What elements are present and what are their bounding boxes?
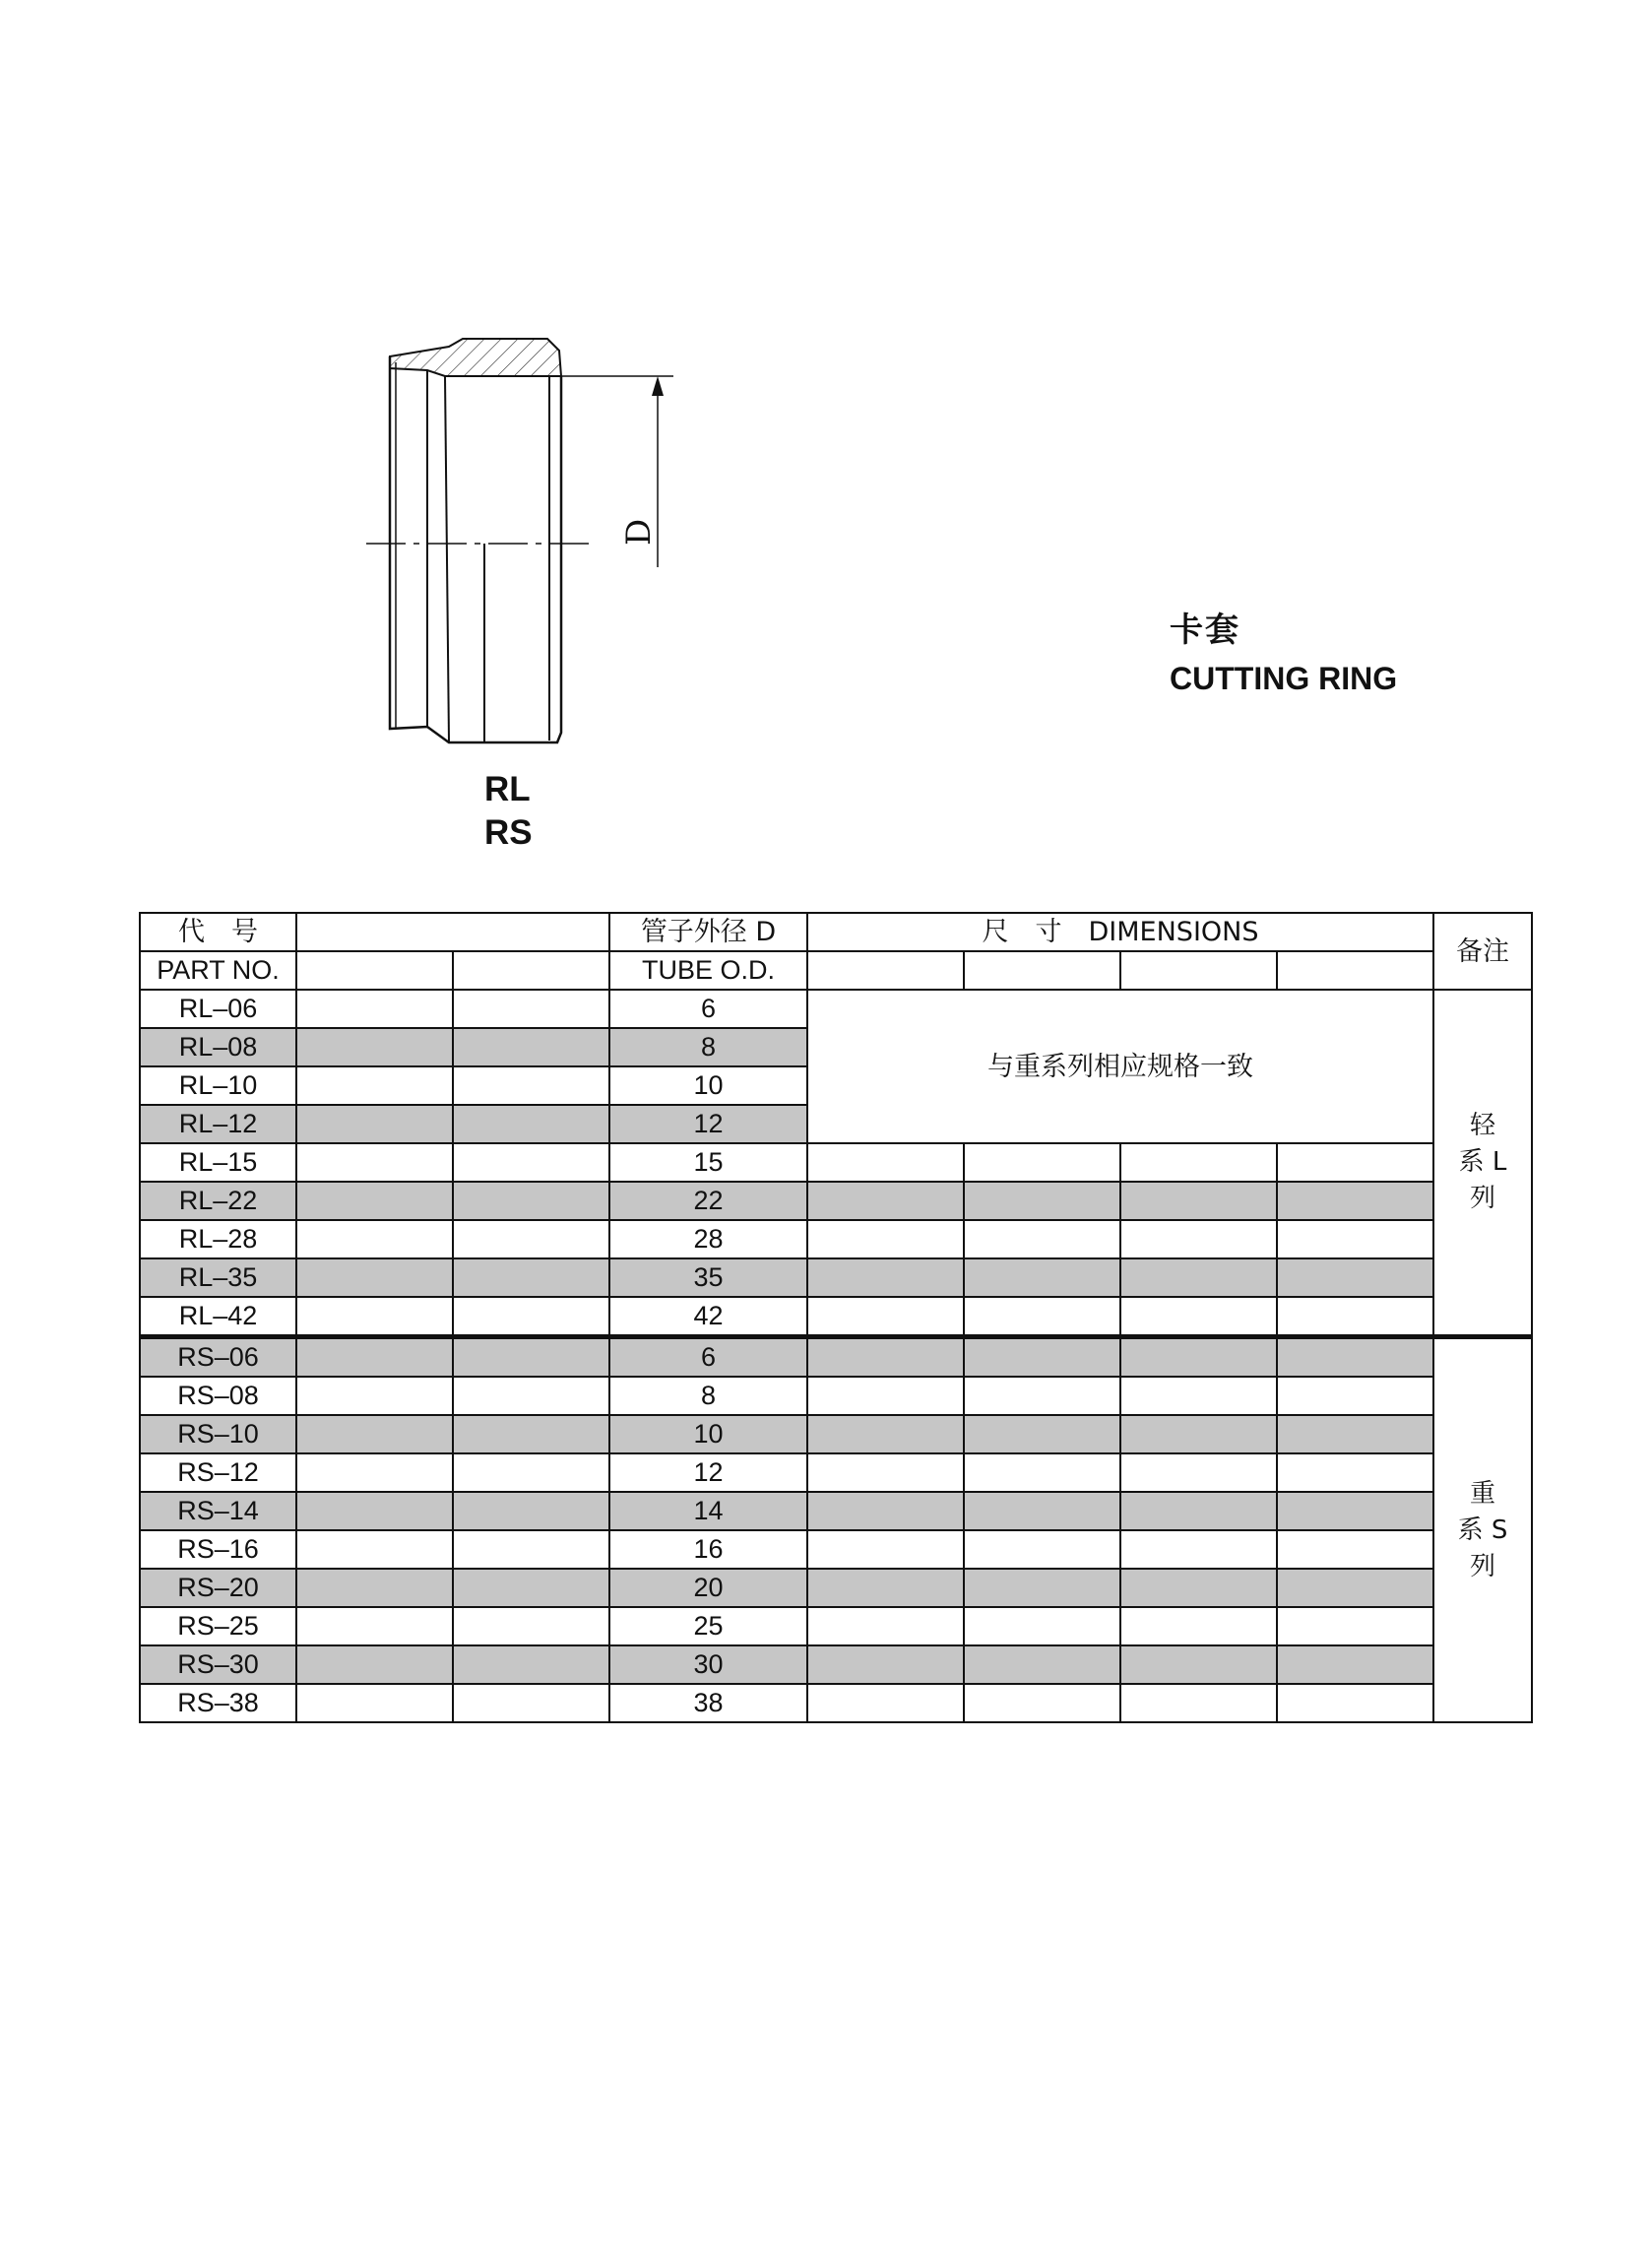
tube-od-cell: 35 <box>609 1258 807 1297</box>
part-number-cell: RS–16 <box>140 1530 296 1569</box>
blank-cell <box>453 1377 609 1415</box>
blank-cell <box>453 1645 609 1684</box>
dimension-cell <box>964 1143 1120 1182</box>
part-number-cell: RS–30 <box>140 1645 296 1684</box>
blank-cell <box>453 1105 609 1143</box>
dimension-cell <box>807 1569 964 1607</box>
part-number-cell: RL–10 <box>140 1066 296 1105</box>
part-number-cell: RS–06 <box>140 1337 296 1378</box>
tube-od-header-cn: 管子外径 D <box>609 913 807 951</box>
blank-cell <box>296 1220 453 1258</box>
dimension-cell <box>1277 1258 1433 1297</box>
blank-cell <box>453 1143 609 1182</box>
tube-od-cell: 14 <box>609 1492 807 1530</box>
dimensions-header: 尺 寸 DIMENSIONS <box>807 913 1433 951</box>
dimension-cell <box>1120 1415 1277 1453</box>
blank-header-cell <box>296 913 609 951</box>
dimension-cell <box>1120 1377 1277 1415</box>
cutting-ring-drawing <box>354 335 709 758</box>
dimension-cell <box>1277 1453 1433 1492</box>
dimension-cell <box>807 1297 964 1337</box>
dimension-cell <box>807 1182 964 1220</box>
series-codes <box>484 768 533 855</box>
part-number-cell: RL–06 <box>140 990 296 1028</box>
table-row <box>140 1377 1532 1415</box>
dimension-cell <box>807 1258 964 1297</box>
tube-od-cell: 20 <box>609 1569 807 1607</box>
dimension-cell <box>964 1569 1120 1607</box>
dimension-cell <box>1277 1569 1433 1607</box>
dimension-d-label: D <box>619 518 659 546</box>
dimension-cell <box>1120 1530 1277 1569</box>
dimension-cell <box>1277 1492 1433 1530</box>
table-row <box>140 1569 1532 1607</box>
dimension-cell <box>1120 1645 1277 1684</box>
merged-note-cell: 与重系列相应规格一致 <box>807 990 1433 1143</box>
remarks-header: 备注 <box>1433 913 1532 990</box>
table-row <box>140 1453 1532 1492</box>
blank-cell <box>296 1530 453 1569</box>
blank-cell <box>296 1415 453 1453</box>
blank-cell <box>296 1645 453 1684</box>
dimension-cell <box>1120 1607 1277 1645</box>
dimension-cell <box>807 1607 964 1645</box>
dimension-cell <box>964 1258 1120 1297</box>
blank-cell <box>296 1453 453 1492</box>
part-number-cell: RL–15 <box>140 1143 296 1182</box>
table-row <box>140 1530 1532 1569</box>
dimension-cell <box>964 1220 1120 1258</box>
blank-cell <box>296 990 453 1028</box>
remark-text: 轻 系 L 列 <box>1458 1111 1507 1213</box>
specification-table-body <box>140 913 1532 1722</box>
dimension-cell <box>807 1530 964 1569</box>
blank-cell <box>453 1607 609 1645</box>
title-chinese: 卡套 <box>1170 611 1240 650</box>
blank-header-cell <box>296 951 453 990</box>
remark-text: 重 系 S 列 <box>1457 1478 1508 1581</box>
table-row <box>140 1684 1532 1722</box>
blank-cell <box>453 1028 609 1066</box>
tube-od-cell: 12 <box>609 1105 807 1143</box>
blank-cell <box>453 1684 609 1722</box>
blank-cell <box>296 1028 453 1066</box>
remark-heavy-series <box>1433 1337 1532 1723</box>
dimension-cell <box>807 1453 964 1492</box>
blank-cell <box>296 1182 453 1220</box>
header-row-1 <box>140 913 1532 951</box>
dimension-cell <box>807 1377 964 1415</box>
blank-cell <box>453 1066 609 1105</box>
part-number-cell: RL–22 <box>140 1182 296 1220</box>
table-row <box>140 1607 1532 1645</box>
part-number-cell: RL–12 <box>140 1105 296 1143</box>
dimension-cell <box>1277 1607 1433 1645</box>
tube-od-cell: 12 <box>609 1453 807 1492</box>
series-code-rs: RS <box>484 813 533 852</box>
part-number-cell: RL–42 <box>140 1297 296 1337</box>
part-number-cell: RS–08 <box>140 1377 296 1415</box>
series-code-rl: RL <box>484 770 531 808</box>
table-row <box>140 1415 1532 1453</box>
dimension-cell <box>807 1143 964 1182</box>
dimension-cell <box>1277 1337 1433 1378</box>
tube-od-cell: 6 <box>609 1337 807 1378</box>
dimension-cell <box>1120 1684 1277 1722</box>
table-row <box>140 1220 1532 1258</box>
blank-cell <box>453 1182 609 1220</box>
dimension-cell <box>1277 1530 1433 1569</box>
dimension-cell <box>1277 1143 1433 1182</box>
dimension-cell <box>964 1645 1120 1684</box>
title-english: CUTTING RING <box>1170 661 1398 696</box>
table-row <box>140 1337 1532 1378</box>
dimension-cell <box>807 1415 964 1453</box>
blank-cell <box>296 1105 453 1143</box>
blank-cell <box>296 1143 453 1182</box>
part-number-cell: RS–38 <box>140 1684 296 1722</box>
part-number-cell: RS–12 <box>140 1453 296 1492</box>
tube-od-cell: 38 <box>609 1684 807 1722</box>
tube-od-header-en: TUBE O.D. <box>609 951 807 990</box>
blank-cell <box>296 1569 453 1607</box>
dimension-cell <box>964 1182 1120 1220</box>
blank-cell <box>453 1297 609 1337</box>
dimension-cell <box>964 1337 1120 1378</box>
dimension-cell <box>1277 1684 1433 1722</box>
tube-od-cell: 30 <box>609 1645 807 1684</box>
blank-cell <box>296 1337 453 1378</box>
dimension-cell <box>964 1453 1120 1492</box>
part-number-cell: RS–20 <box>140 1569 296 1607</box>
part-no-header-cn: 代 号 <box>140 913 296 951</box>
tube-od-cell: 10 <box>609 1066 807 1105</box>
table-row <box>140 1258 1532 1297</box>
blank-cell <box>453 1492 609 1530</box>
remark-light-series <box>1433 990 1532 1337</box>
blank-cell <box>296 1066 453 1105</box>
dimension-cell <box>964 1492 1120 1530</box>
dimension-cell <box>1120 1337 1277 1378</box>
dimension-cell <box>1120 1297 1277 1337</box>
blank-cell <box>296 1297 453 1337</box>
dimension-subheader <box>1120 951 1277 990</box>
dimension-cell <box>807 1337 964 1378</box>
blank-cell <box>453 1415 609 1453</box>
tube-od-cell: 16 <box>609 1530 807 1569</box>
dimension-cell <box>1120 1143 1277 1182</box>
dimension-cell <box>1277 1297 1433 1337</box>
part-number-cell: RS–14 <box>140 1492 296 1530</box>
tube-od-cell: 8 <box>609 1377 807 1415</box>
tube-od-cell: 28 <box>609 1220 807 1258</box>
part-number-cell: RS–25 <box>140 1607 296 1645</box>
dimension-cell <box>807 1684 964 1722</box>
dimension-cell <box>964 1684 1120 1722</box>
dimension-cell <box>964 1297 1120 1337</box>
dimension-cell <box>1120 1182 1277 1220</box>
dimension-cell <box>1120 1492 1277 1530</box>
blank-cell <box>296 1258 453 1297</box>
blank-cell <box>453 1530 609 1569</box>
blank-cell <box>453 1569 609 1607</box>
tube-od-cell: 25 <box>609 1607 807 1645</box>
table-row <box>140 1645 1532 1684</box>
tube-od-cell: 6 <box>609 990 807 1028</box>
specification-table <box>139 912 1533 1723</box>
dimension-cell <box>807 1645 964 1684</box>
table-row <box>140 1492 1532 1530</box>
dimension-subheader <box>1277 951 1433 990</box>
blank-cell <box>453 1453 609 1492</box>
header-row-2 <box>140 951 1532 990</box>
dimension-cell <box>1120 1258 1277 1297</box>
table-row <box>140 1297 1532 1337</box>
dimension-cell <box>1277 1645 1433 1684</box>
blank-cell <box>296 1377 453 1415</box>
blank-header-cell <box>453 951 609 990</box>
dimension-cell <box>1120 1569 1277 1607</box>
part-number-cell: RL–08 <box>140 1028 296 1066</box>
part-number-cell: RL–28 <box>140 1220 296 1258</box>
blank-cell <box>453 1337 609 1378</box>
table-row <box>140 1182 1532 1220</box>
part-no-header-en: PART NO. <box>140 951 296 990</box>
dimension-cell <box>964 1377 1120 1415</box>
dimension-cell <box>964 1530 1120 1569</box>
part-number-cell: RS–10 <box>140 1415 296 1453</box>
tube-od-cell: 10 <box>609 1415 807 1453</box>
dimension-cell <box>1277 1182 1433 1220</box>
blank-cell <box>296 1607 453 1645</box>
dimension-cell <box>1277 1220 1433 1258</box>
dimension-cell <box>1120 1453 1277 1492</box>
tube-od-cell: 8 <box>609 1028 807 1066</box>
blank-cell <box>296 1492 453 1530</box>
dimension-cell <box>1277 1377 1433 1415</box>
table-row <box>140 990 1532 1028</box>
dimension-cell <box>964 1607 1120 1645</box>
blank-cell <box>296 1684 453 1722</box>
dimension-cell <box>1277 1415 1433 1453</box>
part-number-cell: RL–35 <box>140 1258 296 1297</box>
title-block <box>1170 603 1397 697</box>
blank-cell <box>453 1258 609 1297</box>
blank-cell <box>453 1220 609 1258</box>
dimension-cell <box>807 1492 964 1530</box>
table-row <box>140 1143 1532 1182</box>
tube-od-cell: 22 <box>609 1182 807 1220</box>
dimension-cell <box>1120 1220 1277 1258</box>
tube-od-cell: 15 <box>609 1143 807 1182</box>
dimension-subheader <box>964 951 1120 990</box>
dimension-cell <box>807 1220 964 1258</box>
dimension-cell <box>964 1415 1120 1453</box>
blank-cell <box>453 990 609 1028</box>
tube-od-cell: 42 <box>609 1297 807 1337</box>
dimension-subheader <box>807 951 964 990</box>
